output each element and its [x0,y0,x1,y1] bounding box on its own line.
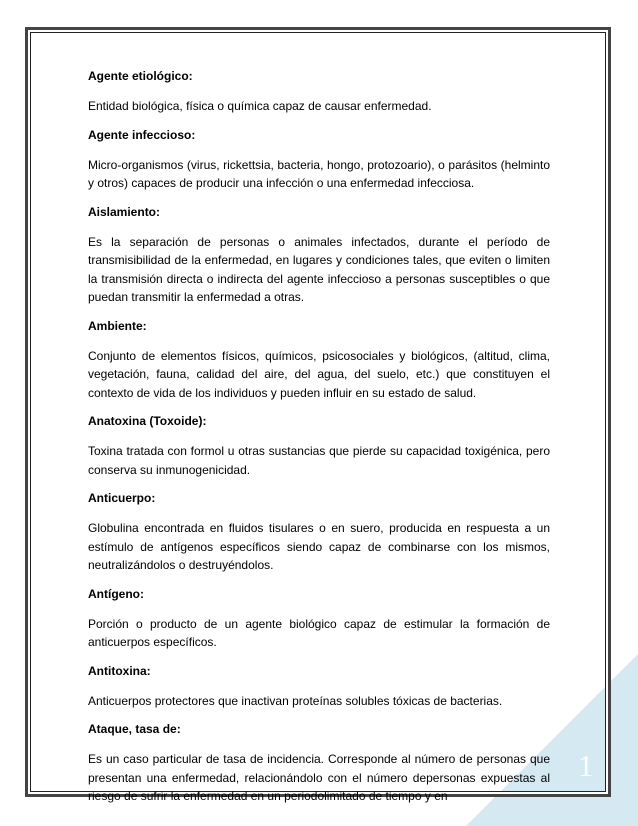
entry-term: Anatoxina (Toxoide): [88,414,207,428]
entry-definition: Anticuerpos protectores que inactivan proteínas solubles tóxicas de bacterias. [88,693,503,708]
glossary-entry-aislamiento [88,204,550,307]
glossary-entry-antitoxina [88,663,550,711]
entry-term: Ambiente: [88,318,147,333]
entry-definition: Globulina encontrada en fluidos tisulares o en suero, producida en respuesta a un estímulo de antígenos específicos siendo capaz de combinarse con los mismos, neutralizándolos o destruyéndolos. [88,521,550,572]
entry-term: Aislamiento: [88,204,161,219]
entry-term: Anticuerpo: [88,491,156,505]
entry-definition: Es la separación de personas o animales infectados, durante el período de transmisibilidad de la enfermedad, en lugares y condiciones tales, que eviten o limiten la transmisión directa o indirecta del agente infeccioso a personas susceptibles o que puedan transmitir la enfermedad a otras. [88,234,550,304]
entry-term: Agente etiológico: [88,69,193,83]
entry-term: Antígeno: [88,586,144,601]
glossary-entry-anticuerpo [88,490,550,575]
glossary-content [88,68,550,817]
entry-definition: Es un caso particular de tasa de incidencia. Corresponde al número de personas que presentan una enfermedad, relacionándolo con el número depersonas expuestas al riesgo de sufrir la enfermedad en un periodolimitado de tiempo y en [88,752,550,803]
entry-definition: Porción o producto de un agente biológico capaz de estimular la formación de anticuerpos específicos. [88,616,550,649]
glossary-entry-anatoxina [88,413,550,479]
glossary-entry-ambiente [88,318,550,403]
glossary-entry-antigeno [88,586,550,652]
glossary-entry-agente-etiologico [88,68,550,116]
entry-term: Ataque, tasa de: [88,722,181,736]
page-number: 1 [578,748,594,783]
glossary-entry-agente-infeccioso [88,127,550,193]
entry-definition: Conjunto de elementos físicos, químicos, psicosociales y biológicos, (altitud, clima, vegetación, fauna, calidad del aire, del agua, del suelo, etc.) que constituyen el contexto de vida de los individuos y pueden influir en su estado de salud. [88,348,550,400]
entry-definition: Entidad biológica, física o química capaz de causar enfermedad. [88,99,432,113]
entry-term: Antitoxina: [88,663,151,678]
glossary-entry-ataque-tasa [88,721,550,806]
entry-definition: Toxina tratada con formol u otras sustancias que pierde su capacidad toxigénica, pero conserva su inmunogenicidad. [88,444,550,477]
entry-term: Agente infeccioso: [88,127,196,142]
entry-definition: Micro-organismos (virus, rickettsia, bacteria, hongo, protozoario), o parásitos (helminto y otros) capaces de producir una infección o una enfermedad infecciosa. [88,157,550,190]
